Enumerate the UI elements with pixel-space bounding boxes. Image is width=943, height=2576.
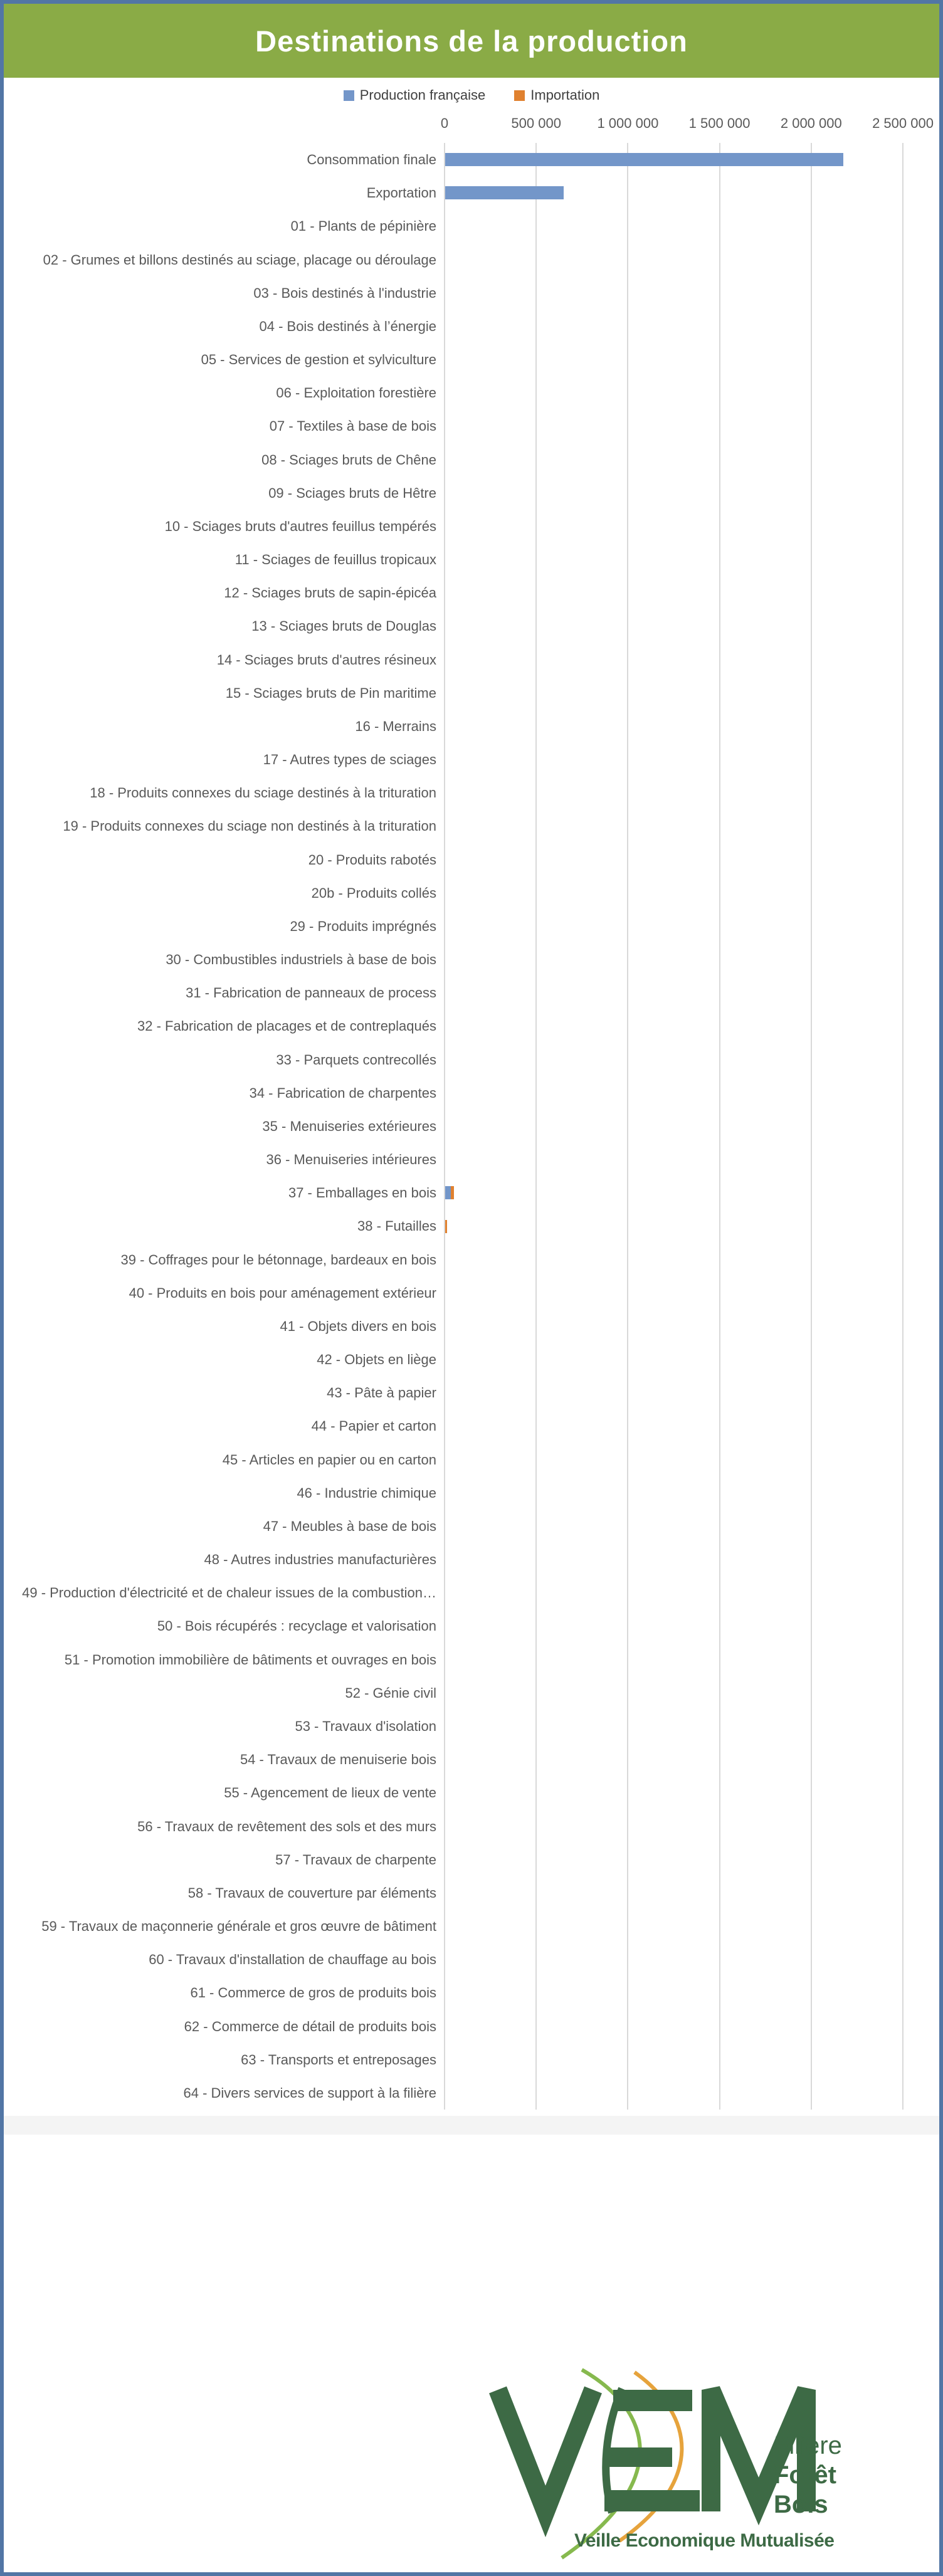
logo-wordmark [774,2431,842,2520]
category-label: 41 - Objets divers en bois [280,1318,436,1334]
gridline [627,143,628,2110]
category-label: 48 - Autres industries manufacturières [204,1552,436,1568]
category-label: 15 - Sciages bruts de Pin maritime [225,685,436,701]
category-label: 32 - Fabrication de placages et de contreplaqués [137,1018,436,1034]
bar-group [445,153,843,166]
bar-importation [451,1186,454,1199]
x-tick-label: 500 000 [511,115,561,131]
legend-label: Importation [530,87,600,103]
category-label: 44 - Papier et carton [311,1418,436,1434]
category-label: 20 - Produits rabotés [308,851,436,868]
category-label: 55 - Agencement de lieux de vente [224,1785,436,1801]
category-label: 12 - Sciages bruts de sapin-épicéa [224,585,436,601]
x-tick-label: 2 500 000 [872,115,934,131]
bar-group [445,1186,454,1199]
category-label: Consommation finale [307,152,436,167]
category-label: 51 - Promotion immobilière de bâtiments et ouvrages en bois [64,1651,436,1668]
bar-group [445,186,564,199]
category-label: 03 - Bois destinés à l'industrie [253,285,436,301]
category-label: 60 - Travaux d'installation de chauffage au bois [149,1952,436,1968]
category-label: 56 - Travaux de revêtement des sols et des murs [137,1818,436,1834]
category-label: 45 - Articles en papier ou en carton [222,1451,436,1468]
bar-production-francaise [445,1186,451,1199]
gridline [719,143,720,2110]
vem-logo [488,2362,870,2575]
category-label: 13 - Sciages bruts de Douglas [251,618,436,634]
category-label: 59 - Travaux de maçonnerie générale et gros œuvre de bâtiment [41,1918,436,1934]
category-label: 18 - Produits connexes du sciage destinés à la trituration [90,785,436,801]
category-label: 31 - Fabrication de panneaux de process [186,985,436,1001]
category-label: 43 - Pâte à papier [327,1385,436,1401]
category-label: 40 - Produits en bois pour aménagement extérieur [129,1285,436,1301]
category-label: 11 - Sciages de feuillus tropicaux [234,552,436,568]
logo-letter-v [498,2390,593,2511]
x-tick-label: 1 000 000 [597,115,659,131]
category-label: 20b - Produits collés [311,885,436,901]
x-tick-label: 0 [440,115,449,131]
category-label: 58 - Travaux de couverture par éléments [187,1885,436,1901]
chart-bottom-edge [4,2116,939,2135]
bar-importation [445,1220,447,1233]
category-label: 01 - Plants de pépinière [290,218,436,234]
category-label: 49 - Production d'électricité et de chaleur issues de la combustion… [22,1585,436,1601]
category-label: Exportation [366,185,436,201]
category-label: 02 - Grumes et billons destinés au sciage, placage ou déroulage [43,251,436,268]
bar-production-francaise [445,153,843,166]
gridline [444,143,445,2110]
logo-letter-e-top-bar [613,2390,692,2411]
logo-word-filiere: Filière [774,2432,842,2459]
category-label: 19 - Produits connexes du sciage non destinés à la trituration [63,818,436,834]
x-tick-label: 2 000 000 [780,115,842,131]
category-label: 39 - Coffrages pour le bétonnage, bardeaux en bois [120,1251,436,1268]
category-label: 07 - Textiles à base de bois [269,418,436,434]
x-tick-label: 1 500 000 [688,115,751,131]
category-label: 42 - Objets en liège [317,1352,436,1368]
category-label: 05 - Services de gestion et sylviculture [201,352,436,368]
category-label: 35 - Menuiseries extérieures [262,1118,436,1134]
category-label: 54 - Travaux de menuiserie bois [240,1752,436,1768]
category-label: 36 - Menuiseries intérieures [266,1152,436,1168]
gridline [902,143,903,2110]
bar-group [445,1220,447,1233]
category-label: 47 - Meubles à base de bois [263,1518,436,1534]
category-label: 09 - Sciages bruts de Hêtre [268,485,436,501]
category-label: 50 - Bois récupérés : recyclage et valorisation [157,1618,436,1634]
category-label: 10 - Sciages bruts d'autres feuillus tempérés [164,518,436,534]
category-label: 63 - Transports et entreposages [241,2051,436,2068]
category-label: 08 - Sciages bruts de Chêne [261,451,436,468]
bar-production-francaise [445,186,564,199]
category-label: 33 - Parquets contrecollés [276,1051,436,1068]
category-label: 30 - Combustibles industriels à base de bois [166,952,436,968]
category-label: 57 - Travaux de charpente [275,1851,436,1868]
category-label: 06 - Exploitation forestière [276,385,436,401]
bar-chart-plot-area [4,4,939,2572]
logo-word-bois: Bois [774,2491,828,2518]
category-label: 17 - Autres types de sciages [263,752,436,768]
category-label: 04 - Bois destinés à l’énergie [259,318,436,334]
category-label: 53 - Travaux d'isolation [295,1718,436,1734]
logo-letter-e-mid-bar [608,2447,672,2467]
category-label: 52 - Génie civil [345,1685,436,1701]
category-label: 37 - Emballages en bois [288,1185,436,1201]
category-label: 29 - Produits imprégnés [290,918,436,934]
logo-letter-e-bottom-bar [604,2490,700,2511]
category-label: 16 - Merrains [355,718,436,734]
category-label: 46 - Industrie chimique [297,1485,436,1501]
legend-label: Production française [359,87,486,103]
category-label: 38 - Futailles [357,1218,436,1234]
logo-word-foret: Forêt [774,2461,836,2489]
category-label: 64 - Divers services de support à la filière [183,2084,436,2101]
gridline [811,143,812,2110]
gridline [535,143,537,2110]
category-label: 34 - Fabrication de charpentes [249,1085,436,1101]
category-label: 61 - Commerce de gros de produits bois [190,1985,436,2001]
category-label: 14 - Sciages bruts d'autres résineux [216,651,436,668]
category-label: 62 - Commerce de détail de produits bois [184,2018,436,2034]
logo-tagline: Veille Economique Mutualisée [574,2530,835,2551]
page-title: Destinations de la production [255,24,688,58]
